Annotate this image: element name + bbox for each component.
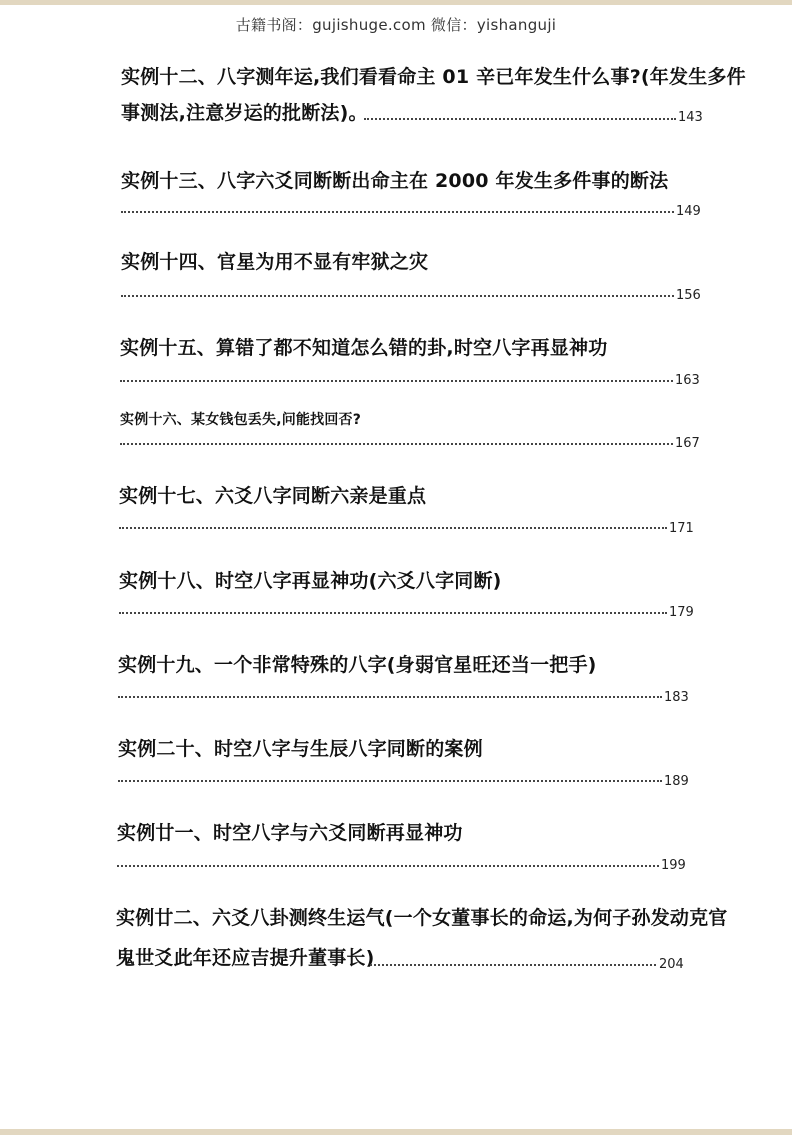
toc-entry-17-leader [119,527,667,529]
toc-entry-18-title[interactable]: 实例十八、时空八字再显神功(六爻八字同断) [119,570,502,592]
toc-entry-14-title[interactable]: 实例十四、官星为用不显有牢狱之灾 [121,251,429,273]
toc-entry-19-leader [118,696,662,698]
toc-entry-15-title[interactable]: 实例十五、算错了都不知道怎么错的卦,时空八字再显神功 [120,337,608,359]
page-border-bottom [0,1129,792,1135]
site-watermark: 古籍书阁：gujishuge.com 微信：yishanguji [235,16,557,34]
toc-entry-13-page[interactable]: 149 [676,204,701,219]
toc-entry-21-title[interactable]: 实例廿一、时空八字与六爻同断再显神功 [117,822,463,844]
toc-entry-22-title-line2[interactable]: 鬼世爻此年还应吉提升董事长) [116,947,375,969]
toc-entry-13-title[interactable]: 实例十三、八字六爻同断断出命主在 2000 年发生多件事的断法 [121,170,669,192]
toc-entry-12-title-line2[interactable]: 事测法,注意岁运的批断法)。 [121,102,368,124]
toc-entry-13-leader [121,211,674,213]
toc-entry-16-title[interactable]: 实例十六、某女钱包丢失,问能找回否? [120,412,362,428]
toc-entry-20-page[interactable]: 189 [664,774,689,789]
toc-entry-21-page[interactable]: 199 [661,858,686,873]
toc-entry-12-page[interactable]: 143 [678,110,703,125]
toc-entry-14-leader [121,295,674,297]
toc-entry-20-leader [118,780,662,782]
toc-entry-22-leader [370,964,656,966]
toc-entry-15-page[interactable]: 163 [675,373,700,388]
toc-entry-16-leader [120,443,673,445]
toc-entry-17-page[interactable]: 171 [669,521,694,536]
toc-entry-14-page[interactable]: 156 [676,288,701,303]
toc-entry-22-title-line1[interactable]: 实例廿二、六爻八卦测终生运气(一个女董事长的命运,为何子孙发动克官 [116,907,728,929]
toc-entry-21-leader [117,865,659,867]
toc-entry-22-page[interactable]: 204 [659,957,684,972]
toc-entry-19-title[interactable]: 实例十九、一个非常特殊的八字(身弱官星旺还当一把手) [118,654,597,676]
toc-entry-20-title[interactable]: 实例二十、时空八字与生辰八字同断的案例 [118,738,483,760]
toc-entry-18-page[interactable]: 179 [669,605,694,620]
toc-entry-17-title[interactable]: 实例十七、六爻八字同断六亲是重点 [119,485,427,507]
toc-entry-18-leader [119,612,667,614]
toc-entry-15-leader [120,380,673,382]
toc-entry-12-leader [364,118,676,120]
toc-entry-12-title-line1[interactable]: 实例十二、八字测年运,我们看看命主 01 辛已年发生什么事?(年发生多件 [121,66,746,88]
toc-entry-19-page[interactable]: 183 [664,690,689,705]
toc-entry-16-page[interactable]: 167 [675,436,700,451]
